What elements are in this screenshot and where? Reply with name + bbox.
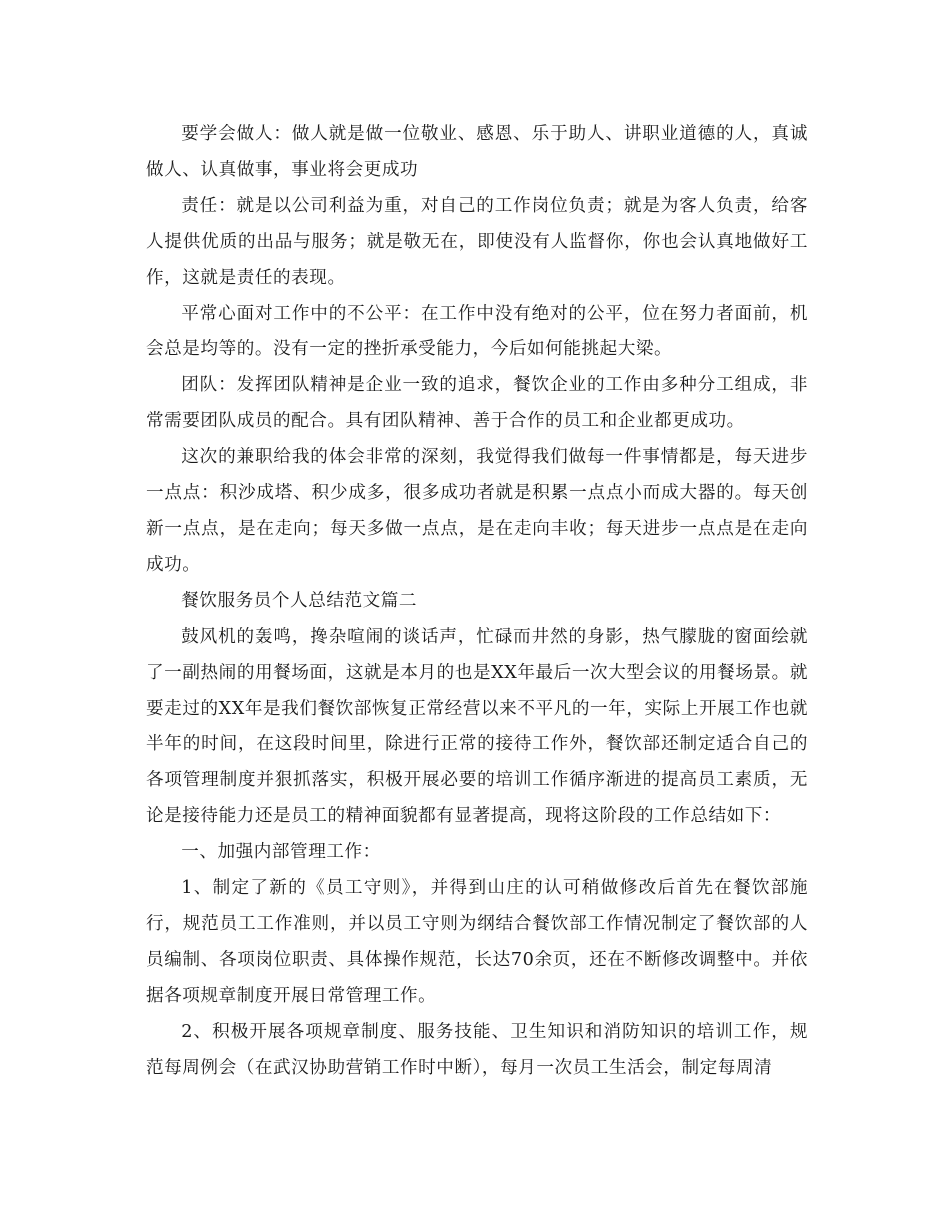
document-body — [146, 117, 808, 1086]
paragraph-intro: 鼓风机的轰鸣，搀杂喧闹的谈话声，忙碌而井然的身影，热气朦胧的窗面绘就了一副热闹的用餐场面，这就是本月的也是XX年最后一次大型会议的用餐场景。就要走过的XX年是我们餐饮部恢复正常经营以来不平凡的一年，实际上开展工作也就半年的时间，在这段时间里，除进行正常的接待工作外，餐饮部还制定适合自己的各项管理制度并狠抓落实，积极开展必要的培训工作循序渐进的提高员工素质，无论是接待能力还是员工的精神面貌都有显著提高，现将这阶段的工作总结如下： — [146, 626, 808, 827]
list-item-1: 1、制定了新的《员工守则》，并得到山庄的认可稍做修改后首先在餐饮部施行，规范员工工作准则，并以员工守则为纲结合餐饮部工作情况制定了餐饮部的人员编制、各项岗位职责、具体操作规范，长达70余页，还在不断修改调整中。并依据各项规章制度开展日常管理工作。 — [146, 878, 808, 1006]
paragraph-reflection: 这次的兼职给我的体会非常的深刻，我觉得我们做每一件事情都是，每天进步一点点：积沙成塔、积少成多，很多成功者就是积累一点点小而成大器的。每天创新一点点，是在走向；每天多做一点点，是在走向丰收；每天进步一点点是在走向成功。 — [146, 447, 808, 575]
section-title-part-two: 餐饮服务员个人总结范文篇二 — [181, 590, 418, 611]
list-item-2: 2、积极开展各项规章制度、服务技能、卫生知识和消防知识的培训工作，规范每周例会（在武汉协助营销工作时中断），每月一次员工生活会，制定每周清 — [146, 1021, 808, 1078]
paragraph-teamwork: 团队：发挥团队精神是企业一致的追求，餐饮企业的工作由多种分工组成，非常需要团队成员的配合。具有团队精神、善于合作的员工和企业都更成功。 — [146, 375, 808, 432]
section-heading-internal-management: 一、加强内部管理工作： — [181, 842, 381, 863]
paragraph-unfairness: 平常心面对工作中的不公平：在工作中没有绝对的公平，位在努力者面前，机会总是均等的。没有一定的挫折承受能力，今后如何能挑起大梁。 — [146, 303, 808, 360]
paragraph-responsibility: 责任：就是以公司利益为重，对自己的工作岗位负责；就是为客人负责，给客人提供优质的出品与服务；就是敬无在，即使没有人监督你，你也会认真地做好工作，这就是责任的表现。 — [146, 195, 808, 288]
paragraph-be-a-good-person: 要学会做人：做人就是做一位敬业、感恩、乐于助人、讲职业道德的人，真诚做人、认真做事，事业将会更成功 — [146, 124, 808, 180]
